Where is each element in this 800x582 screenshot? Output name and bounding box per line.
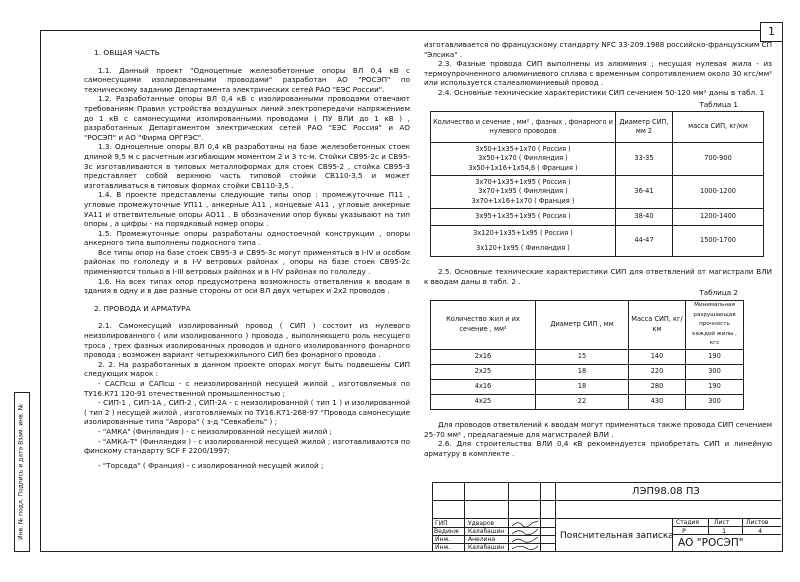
- table-cell: 1200-1400: [673, 209, 764, 226]
- table-header: Диаметр СИП, мм 2: [616, 112, 673, 143]
- sheet-header: Лист: [714, 519, 730, 526]
- paragraph: 1.4. В проекте представлены следующие типы опор : промежуточные П11 , угловые промежуточные УП11 , анкерные А11 , концевые А11 , угловые анкерные УА11 и ответвительные опоры АО11 . В обозначении опор буквы указывают на тип опоры , а цифры - на порядковый номер опоры .: [84, 190, 410, 229]
- role-name: Калабашин: [468, 528, 505, 535]
- table-row: [431, 209, 764, 226]
- paragraph: 2.3. Фазные провода СИП выполнены из алюминия ; несущая нулевая жила - из термоупрочненного алюминиевого сплава с временным сопротивлением около 30 кгс/мм² или используется сталеалюминиевый провод .: [424, 59, 772, 88]
- role-label: Инж.: [435, 544, 451, 551]
- paragraph: - САСПсш и САПсш - с неизолированной несущей жилой , изготовляемых по ТУ16.К71 120-91 отечественной промышленностью ;: [84, 379, 410, 398]
- role-label: Инж.: [435, 536, 451, 543]
- cell-line: 3х70+1х95 ( Финляндия ): [478, 187, 568, 196]
- table-header: Минимальная разрушающая прочность каждой жилы , кгс: [686, 300, 744, 349]
- paragraph: Для проводов ответвлений к вводам могут применяться также провода СИП сечением 25-70 мм² , предлагаемые для магистралей ВЛИ .: [424, 419, 772, 439]
- table-header: Диаметр СИП , мм: [536, 300, 629, 349]
- left-column: [84, 40, 410, 470]
- sheet-value: 1: [722, 527, 727, 535]
- table-cell: 190: [686, 349, 744, 364]
- table-row: [431, 143, 764, 176]
- role-name: Анелина: [468, 536, 496, 543]
- table-cell: [431, 143, 616, 176]
- cell-line: 3х50+1х70 ( Финляндия ): [478, 154, 568, 163]
- role-label: Вединж: [434, 528, 460, 535]
- paragraph: - "Торсада" ( Франция) - с изолированной несущей жилой ;: [98, 460, 324, 470]
- right-column: [424, 40, 772, 458]
- section-heading-wires: 2. ПРОВОДА И АРМАТУРА: [94, 303, 191, 313]
- table-cell: 2х25: [431, 364, 536, 379]
- paragraph: 2.5. Основные технические характеристики СИП для ответвлений от магистрали ВЛИ к вводам даны в табл. 2 .: [424, 267, 772, 286]
- table-row: [431, 176, 764, 209]
- stage-header: Стадия: [676, 519, 700, 526]
- table-cell: 300: [686, 394, 744, 409]
- cell-line: 3х120+1х95 ( Финляндия ): [476, 244, 570, 253]
- table-cell: 190: [686, 379, 744, 394]
- table-cell: 4х25: [431, 394, 536, 409]
- paragraph: - СИП-1 , СИП-1А , СИП-2 , СИП-2А - с неизолированной ( тип 1 ) и изолированной ( тип 2 ) несущей жилой , изготовляемых по ТУ16.К71-268-97 "Провода самонесущие изолированные типа "Аврора" ( з-д "Севкабель" ) ;: [84, 398, 410, 427]
- table-cell: 18: [536, 379, 629, 394]
- table-row: [431, 349, 744, 364]
- table1-label: Таблица 1: [699, 99, 738, 109]
- table2-label: Таблица 2: [699, 288, 738, 298]
- table-header: Масса СИП, кг/км: [629, 300, 686, 349]
- cell-line: 3х95+1х35+1х95 ( Россия ): [475, 212, 571, 221]
- paragraph: 1.5. Промежуточные опоры разработаны одностоечной конструкции , опоры анкерного типа выполнены подкосного типа .: [84, 228, 410, 248]
- table-cell: 220: [629, 364, 686, 379]
- table-header: масса СИП, кг/км: [673, 112, 764, 143]
- table-row: [431, 364, 744, 379]
- cell-line: 3х120+1х35+1х95 ( Россия ): [473, 228, 573, 237]
- table-cell: 22: [536, 394, 629, 409]
- paragraph: 1.2. Разработанные опоры ВЛ 0,4 кВ с изолированными проводами отвечают требованиям Правил устройства воздушных линий электропередачи напряжением до 1 кВ с самонесущими изолированными проводами ( ПУ ВЛИ до 1 кВ ) , разработанных Департаментом электрических сетей РАО "ЕЭС Россия" и АО "РОСЭП" и АО "Фирма ОРГРЭС".: [84, 94, 410, 142]
- table-cell: [431, 176, 616, 209]
- table-cell: 300: [686, 364, 744, 379]
- table-cell: 140: [629, 349, 686, 364]
- section-heading-general: 1. ОБЩАЯ ЧАСТЬ: [94, 48, 160, 57]
- cell-line: 3х70+1х35+1х95 ( Россия ): [475, 177, 571, 186]
- cell-line: 3х50+1х16+1х54,6 ( Франция ): [468, 163, 578, 172]
- table2: [430, 300, 744, 410]
- paragraph: 2.6. Для строительства ВЛИ 0,4 кВ рекомендуется приобретать СИП и линейную арматуру в комплекте .: [424, 439, 772, 458]
- paragraph: 1.6. На всех типах опор предусмотрена возможность ответвления к вводам в здания в одну и в две разные стороны от оси ВЛ двух четырех и 2х2 проводов .: [84, 276, 410, 296]
- table-cell: [431, 209, 616, 226]
- side-stamp-text: Инв. № подл. Подпись и дата Взам. инв. №: [17, 404, 25, 540]
- table-cell: 15: [536, 349, 629, 364]
- table-header-row: [431, 112, 764, 143]
- cell-line: 3х50+1х35+1х70 ( Россия ): [475, 144, 571, 153]
- table-row: [431, 226, 764, 257]
- table-cell: 430: [629, 394, 686, 409]
- table-cell: 280: [629, 379, 686, 394]
- table-cell: 38-40: [616, 209, 673, 226]
- table-cell: 18: [536, 364, 629, 379]
- document-title: Пояснительная записка: [560, 531, 674, 541]
- paragraph: 2. 2. На разработанных в данном проекте опорах могут быть подвешены СИП следующих марок :: [84, 359, 410, 379]
- document-code: ЛЭП98.08 ПЗ: [632, 486, 700, 497]
- table-header: Количество и сечение , мм² , фазных , фонарного и нулевого проводов: [431, 112, 616, 143]
- paragraph: изготавливается по французскому стандарту NFC 33-209.1988 российско-французским СП "Элсика" .: [424, 40, 772, 59]
- table-cell: 33-35: [616, 143, 673, 176]
- role-name: Калабашин: [468, 544, 505, 551]
- table-cell: 44-47: [616, 226, 673, 257]
- role-label: ГИП: [435, 520, 448, 527]
- paragraph: 1.3. Одноцепные опоры ВЛ 0,4 кВ разработаны на базе железобетонных стоек длиной 9,5 м с расчетным изгибающим моментом 2 и 3 тс·м. Стойки СВ95-2с и СВ95-3с изготавливаются в типовых металлоформах для стоек СВ95-2 , стойка СВ95-3 представляет собой верхнюю часть типовой стойки СВ110-3,5 и может изготавливаться в типовых формах стойки СВ110-3,5 .: [84, 142, 410, 190]
- stage-value: Р: [682, 527, 686, 535]
- table-cell: 4х16: [431, 379, 536, 394]
- sheets-value: 4: [758, 527, 763, 535]
- page-number: 1: [760, 22, 783, 42]
- cell-line: 3х70+1х16+1х70 ( Франция ): [471, 196, 575, 205]
- table-cell: 700-900: [673, 143, 764, 176]
- organization-name: АО "РОСЭП": [678, 537, 744, 549]
- table-cell: 1500-1700: [673, 226, 764, 257]
- table1: [430, 111, 764, 257]
- signature-marks: [510, 519, 540, 551]
- paragraph: 2.4. Основные технические характеристики СИП сечением 50-120 мм² даны в табл. 1: [438, 87, 765, 97]
- table-cell: 1000-1200: [673, 176, 764, 209]
- title-block: [432, 482, 781, 551]
- paragraph: - "АМКА" (Финляндия ) - с неизолированной несущей жилой ;: [98, 426, 332, 436]
- table-header-row: [431, 300, 744, 349]
- sheets-header: Листов: [746, 519, 769, 526]
- table-cell: [431, 226, 616, 257]
- paragraph: Все типы опор на базе стоек СВ95-3 и СВ95-3с могут применяться в I-IV и особом районах по гололеду и в I-V ветровых районах , опоры на базе стоек СВ95-2с применяются только в I-III ветровых районах и в I-IV районах по гололеду .: [84, 247, 410, 277]
- table-header: Количество жил и их сечение , мм²: [431, 300, 536, 349]
- table-row: [431, 394, 744, 409]
- table-row: [431, 379, 744, 394]
- paragraph: 1.1. Данный проект "Одноцепные железобетонные опоры ВЛ 0,4 кВ с самонесущими изолированными проводами" разработан АО "РОСЭП" по техническому заданию Департамента электрических сетей РАО "ЕЭС России".: [84, 65, 410, 94]
- table-cell: 2х16: [431, 349, 536, 364]
- paragraph: - "АМКА-Т" (Финляндия ) - с изолированной несущей жилой ; изготавливаются по финскому стандарту SCF F 2200/1997;: [84, 436, 410, 456]
- paragraph: 2.1. Самонесущий изолированный провод ( СИП ) состоит из нулевого неизолированного ( или изолированного ) провода , выполняющего роль несущего троса , трех фазных изолированных проводов и одного изолированного фонарного провода ; возможен вариант четырехжильного СИП без фонарного провода .: [84, 321, 410, 360]
- role-name: Удваров: [468, 520, 495, 527]
- table-cell: 36-41: [616, 176, 673, 209]
